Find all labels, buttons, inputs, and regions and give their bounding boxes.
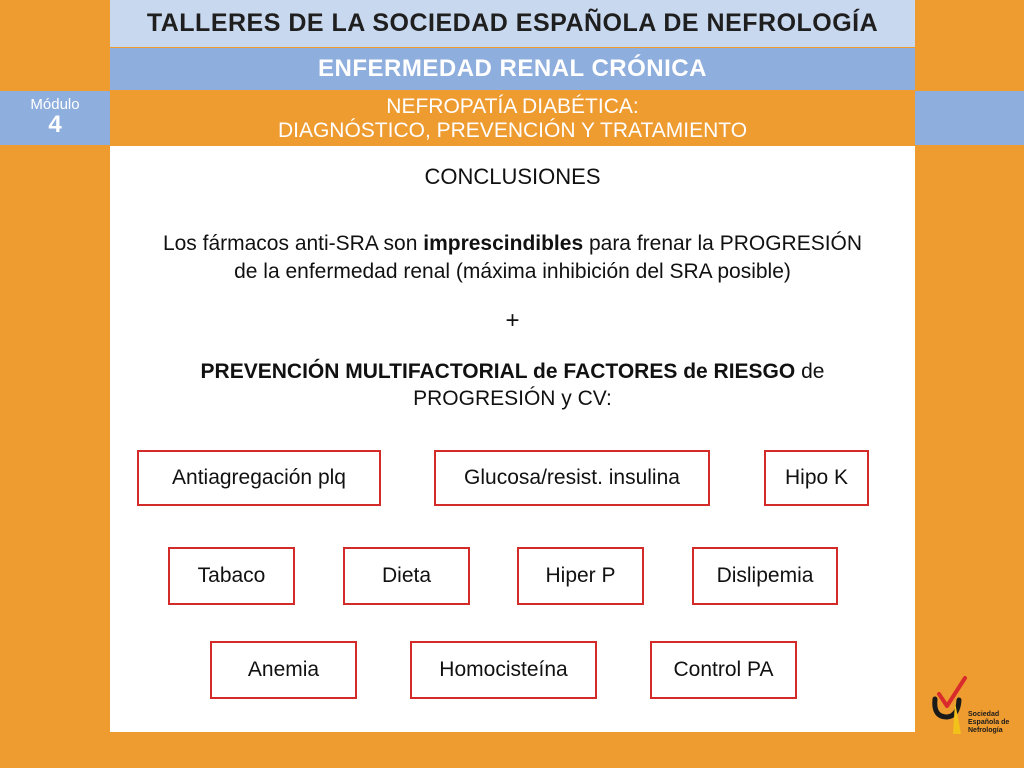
paragraph-prevention-line-2: PROGRESIÓN y CV: (413, 387, 612, 410)
paragraph-prevention (110, 358, 915, 412)
factor-box-homocisteina: Homocisteína (410, 641, 597, 699)
topic-title (110, 91, 915, 145)
factor-box-hipo-k: Hipo K (764, 450, 869, 506)
paragraph-drugs (110, 230, 915, 286)
topic-line-2: DIAGNÓSTICO, PREVENCIÓN Y TRATAMIENTO (277, 119, 748, 142)
factor-box-dieta: Dieta (343, 547, 470, 605)
topic-line-1: NEFROPATÍA DIABÉTICA: (386, 95, 639, 118)
paragraph-drugs-line-2: de la enfermedad renal (máxima inhibición del SRA posible) (234, 260, 791, 283)
plus-sign: + (505, 307, 520, 334)
factor-box-anemia: Anemia (210, 641, 357, 699)
factor-box-antiagregacion: Antiagregación plq (137, 450, 381, 506)
factor-box-hiper-p: Hiper P (517, 547, 644, 605)
header-subtitle: ENFERMEDAD RENAL CRÓNICA (110, 48, 915, 90)
header-title: TALLERES DE LA SOCIEDAD ESPAÑOLA DE NEFROLOGÍA (110, 0, 915, 47)
logo-line-1: Sociedad (968, 711, 1000, 718)
module-bar-right (915, 91, 1024, 145)
p1-bold: imprescindibles (423, 232, 584, 255)
logo-line-3: Nefrología (968, 727, 1003, 734)
logo-line-2: Española de (968, 719, 1010, 726)
factor-box-dislipemia: Dislipemia (692, 547, 838, 605)
module-badge (0, 91, 110, 145)
factor-box-control-pa: Control PA (650, 641, 797, 699)
conclusions-heading: CONCLUSIONES (424, 164, 601, 189)
paragraph-drugs-line-1 (110, 230, 915, 258)
p1-text-a: Los fármacos anti-SRA son (162, 232, 424, 255)
p2-bold: PREVENCIÓN MULTIFACTORIAL de FACTORES de RIESGO (200, 360, 796, 383)
p2-text-a: de (795, 360, 825, 383)
sen-logo (925, 672, 1020, 742)
sen-logo-icon (925, 672, 1020, 742)
p1-text-b: para frenar la PROGRESIÓN (583, 232, 863, 255)
factor-box-glucosa: Glucosa/resist. insulina (434, 450, 710, 506)
module-number: 4 (48, 111, 62, 138)
paragraph-prevention-line-1 (110, 358, 915, 385)
module-label: Módulo (30, 96, 80, 113)
factor-box-tabaco: Tabaco (168, 547, 295, 605)
